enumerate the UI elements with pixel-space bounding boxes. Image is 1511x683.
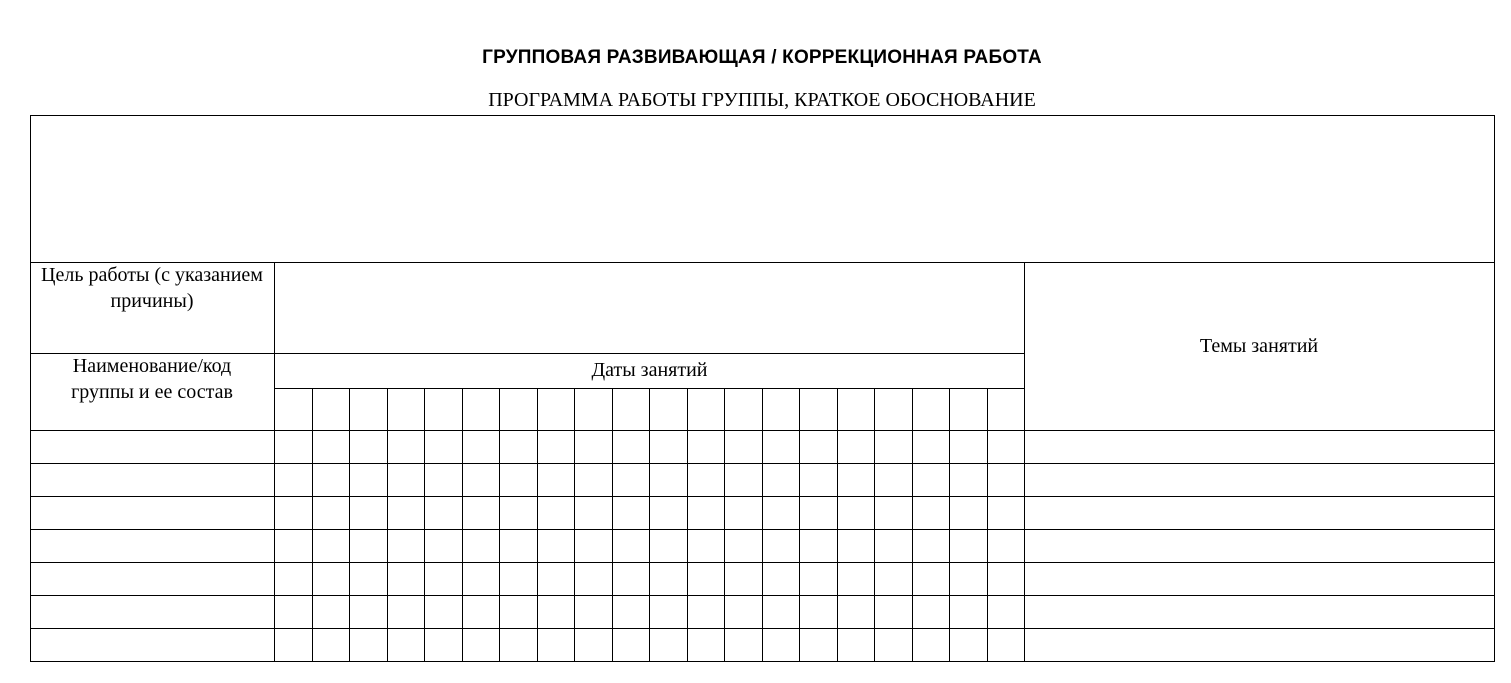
date-cell[interactable] xyxy=(500,431,537,463)
date-cell[interactable] xyxy=(800,464,837,496)
date-cell[interactable] xyxy=(800,629,837,661)
date-cell[interactable] xyxy=(800,431,837,463)
date-cell[interactable] xyxy=(913,629,950,661)
date-cell[interactable] xyxy=(313,464,350,496)
date-cell[interactable] xyxy=(500,629,537,661)
date-cell[interactable] xyxy=(763,464,800,496)
goal-row-bottom-line xyxy=(30,353,1025,354)
date-cell[interactable] xyxy=(763,431,800,463)
group-label: Наименование/код группы и ее состав xyxy=(71,355,233,403)
date-cell[interactable] xyxy=(613,497,650,529)
date-cell[interactable] xyxy=(500,530,537,562)
date-cell[interactable] xyxy=(275,497,312,529)
date-cell[interactable] xyxy=(275,629,312,661)
date-cell[interactable] xyxy=(838,629,875,661)
date-cell[interactable] xyxy=(500,464,537,496)
date-cell[interactable] xyxy=(538,629,575,661)
date-cell[interactable] xyxy=(575,596,612,628)
topic-cell[interactable] xyxy=(1025,629,1494,661)
topic-cell[interactable] xyxy=(1025,497,1494,529)
date-cell[interactable] xyxy=(463,563,500,595)
date-cell[interactable] xyxy=(988,563,1025,595)
date-cell[interactable] xyxy=(688,563,725,595)
date-cell[interactable] xyxy=(275,464,312,496)
topic-cell[interactable] xyxy=(1025,530,1494,562)
date-cell[interactable] xyxy=(275,530,312,562)
date-cell[interactable] xyxy=(463,530,500,562)
date-cell[interactable] xyxy=(763,629,800,661)
date-cell[interactable] xyxy=(838,563,875,595)
date-cell[interactable] xyxy=(425,629,462,661)
date-cell[interactable] xyxy=(463,629,500,661)
date-cell[interactable] xyxy=(650,596,687,628)
date-cell[interactable] xyxy=(425,464,462,496)
date-cell[interactable] xyxy=(763,596,800,628)
date-cell[interactable] xyxy=(950,464,987,496)
date-cell[interactable] xyxy=(575,530,612,562)
date-cell[interactable] xyxy=(988,530,1025,562)
program-section-bottom-line xyxy=(30,262,1495,263)
date-cell[interactable] xyxy=(875,431,912,463)
date-cell[interactable] xyxy=(988,629,1025,661)
date-cell[interactable] xyxy=(313,596,350,628)
date-cell[interactable] xyxy=(538,596,575,628)
date-cell[interactable] xyxy=(350,530,387,562)
group-name-cell[interactable] xyxy=(31,530,274,562)
topic-cell[interactable] xyxy=(1025,431,1494,463)
group-name-cell[interactable] xyxy=(31,464,274,496)
date-cell[interactable] xyxy=(350,629,387,661)
date-cell[interactable] xyxy=(313,530,350,562)
date-cell[interactable] xyxy=(463,596,500,628)
dates-label: Даты занятий xyxy=(591,359,708,381)
topic-cell[interactable] xyxy=(1025,464,1494,496)
date-cell[interactable] xyxy=(538,431,575,463)
date-cell[interactable] xyxy=(613,530,650,562)
date-cell[interactable] xyxy=(913,530,950,562)
date-cell[interactable] xyxy=(950,563,987,595)
date-cell[interactable] xyxy=(388,563,425,595)
date-cell[interactable] xyxy=(425,563,462,595)
date-cell[interactable] xyxy=(575,563,612,595)
date-cell[interactable] xyxy=(725,497,762,529)
date-cell[interactable] xyxy=(425,530,462,562)
date-cell[interactable] xyxy=(425,596,462,628)
date-cell[interactable] xyxy=(613,629,650,661)
date-cell[interactable] xyxy=(950,596,987,628)
date-cell[interactable] xyxy=(875,530,912,562)
date-cell[interactable] xyxy=(313,431,350,463)
date-cell[interactable] xyxy=(725,431,762,463)
date-cell[interactable] xyxy=(388,629,425,661)
date-cell[interactable] xyxy=(388,431,425,463)
topic-cell[interactable] xyxy=(1025,563,1494,595)
date-cell[interactable] xyxy=(350,563,387,595)
date-cell[interactable] xyxy=(350,431,387,463)
date-cell[interactable] xyxy=(725,530,762,562)
date-cell[interactable] xyxy=(950,629,987,661)
date-cell[interactable] xyxy=(350,464,387,496)
topics-label: Темы занятий xyxy=(1199,335,1319,357)
date-cell[interactable] xyxy=(575,629,612,661)
date-cell[interactable] xyxy=(875,563,912,595)
date-cell[interactable] xyxy=(725,629,762,661)
date-cell[interactable] xyxy=(613,431,650,463)
date-cell[interactable] xyxy=(538,530,575,562)
date-cell[interactable] xyxy=(688,596,725,628)
date-cell[interactable] xyxy=(275,596,312,628)
date-cell[interactable] xyxy=(725,563,762,595)
date-cell[interactable] xyxy=(988,464,1025,496)
date-cell[interactable] xyxy=(538,497,575,529)
date-cell[interactable] xyxy=(913,497,950,529)
program-justification-cell[interactable] xyxy=(31,116,1493,262)
date-cell[interactable] xyxy=(988,596,1025,628)
goal-value-cell[interactable] xyxy=(275,263,1024,353)
date-cell[interactable] xyxy=(613,464,650,496)
date-cell[interactable] xyxy=(800,563,837,595)
date-cell[interactable] xyxy=(688,464,725,496)
date-cell[interactable] xyxy=(425,497,462,529)
date-cell[interactable] xyxy=(388,464,425,496)
date-cell[interactable] xyxy=(913,596,950,628)
date-cell[interactable] xyxy=(838,596,875,628)
date-cell[interactable] xyxy=(575,431,612,463)
date-cell[interactable] xyxy=(350,596,387,628)
date-cell[interactable] xyxy=(650,464,687,496)
date-cell[interactable] xyxy=(800,530,837,562)
date-cell[interactable] xyxy=(650,431,687,463)
date-cell[interactable] xyxy=(875,596,912,628)
date-cell[interactable] xyxy=(613,596,650,628)
document-subtitle: ПРОГРАММА РАБОТЫ ГРУППЫ, КРАТКОЕ ОБОСНОВАНИЕ xyxy=(488,89,1036,111)
date-cell[interactable] xyxy=(313,629,350,661)
date-cell[interactable] xyxy=(800,596,837,628)
date-cell[interactable] xyxy=(650,629,687,661)
date-cell[interactable] xyxy=(575,464,612,496)
date-cell[interactable] xyxy=(650,563,687,595)
goal-label: Цель работы (с указанием причины) xyxy=(41,264,263,312)
date-cell[interactable] xyxy=(650,530,687,562)
date-cell[interactable] xyxy=(838,431,875,463)
date-cell[interactable] xyxy=(575,497,612,529)
group-name-cell[interactable] xyxy=(31,497,274,529)
date-cell[interactable] xyxy=(988,497,1025,529)
date-cell[interactable] xyxy=(950,530,987,562)
date-cell[interactable] xyxy=(613,563,650,595)
date-cell[interactable] xyxy=(538,563,575,595)
date-cell[interactable] xyxy=(350,497,387,529)
date-cell[interactable] xyxy=(425,431,462,463)
date-cell[interactable] xyxy=(875,629,912,661)
date-cell[interactable] xyxy=(725,464,762,496)
date-cell[interactable] xyxy=(688,530,725,562)
group-name-cell[interactable] xyxy=(31,629,274,661)
date-cell[interactable] xyxy=(313,497,350,529)
date-cell[interactable] xyxy=(388,497,425,529)
date-cell[interactable] xyxy=(688,497,725,529)
date-cell[interactable] xyxy=(950,497,987,529)
group-name-cell[interactable] xyxy=(31,563,274,595)
document-title: ГРУППОВАЯ РАЗВИВАЮЩАЯ / КОРРЕКЦИОННАЯ РАБОТА xyxy=(482,47,1042,68)
date-cell[interactable] xyxy=(500,497,537,529)
date-cell[interactable] xyxy=(913,464,950,496)
date-cell[interactable] xyxy=(763,497,800,529)
date-cell[interactable] xyxy=(650,497,687,529)
date-cell[interactable] xyxy=(838,530,875,562)
date-cell[interactable] xyxy=(688,629,725,661)
date-cell[interactable] xyxy=(313,563,350,595)
date-cell[interactable] xyxy=(800,497,837,529)
date-cell[interactable] xyxy=(388,596,425,628)
date-cell[interactable] xyxy=(500,563,537,595)
date-cell[interactable] xyxy=(275,431,312,463)
date-cell[interactable] xyxy=(875,464,912,496)
date-cell[interactable] xyxy=(388,530,425,562)
group-name-cell[interactable] xyxy=(31,596,274,628)
date-cell[interactable] xyxy=(875,497,912,529)
date-cell[interactable] xyxy=(838,497,875,529)
date-cell[interactable] xyxy=(688,431,725,463)
table-border-top xyxy=(30,115,1495,116)
date-cell[interactable] xyxy=(725,596,762,628)
date-cell[interactable] xyxy=(500,596,537,628)
date-cell[interactable] xyxy=(538,464,575,496)
date-cell[interactable] xyxy=(988,431,1025,463)
group-name-cell[interactable] xyxy=(31,431,274,463)
date-cell[interactable] xyxy=(763,563,800,595)
date-cell[interactable] xyxy=(275,563,312,595)
date-cell[interactable] xyxy=(463,464,500,496)
date-cell[interactable] xyxy=(763,530,800,562)
topic-cell[interactable] xyxy=(1025,596,1494,628)
date-cell[interactable] xyxy=(463,431,500,463)
date-cell[interactable] xyxy=(913,563,950,595)
date-cell[interactable] xyxy=(913,431,950,463)
table-border-right xyxy=(1494,115,1495,662)
date-cell[interactable] xyxy=(838,464,875,496)
date-cell[interactable] xyxy=(463,497,500,529)
date-cell[interactable] xyxy=(950,431,987,463)
